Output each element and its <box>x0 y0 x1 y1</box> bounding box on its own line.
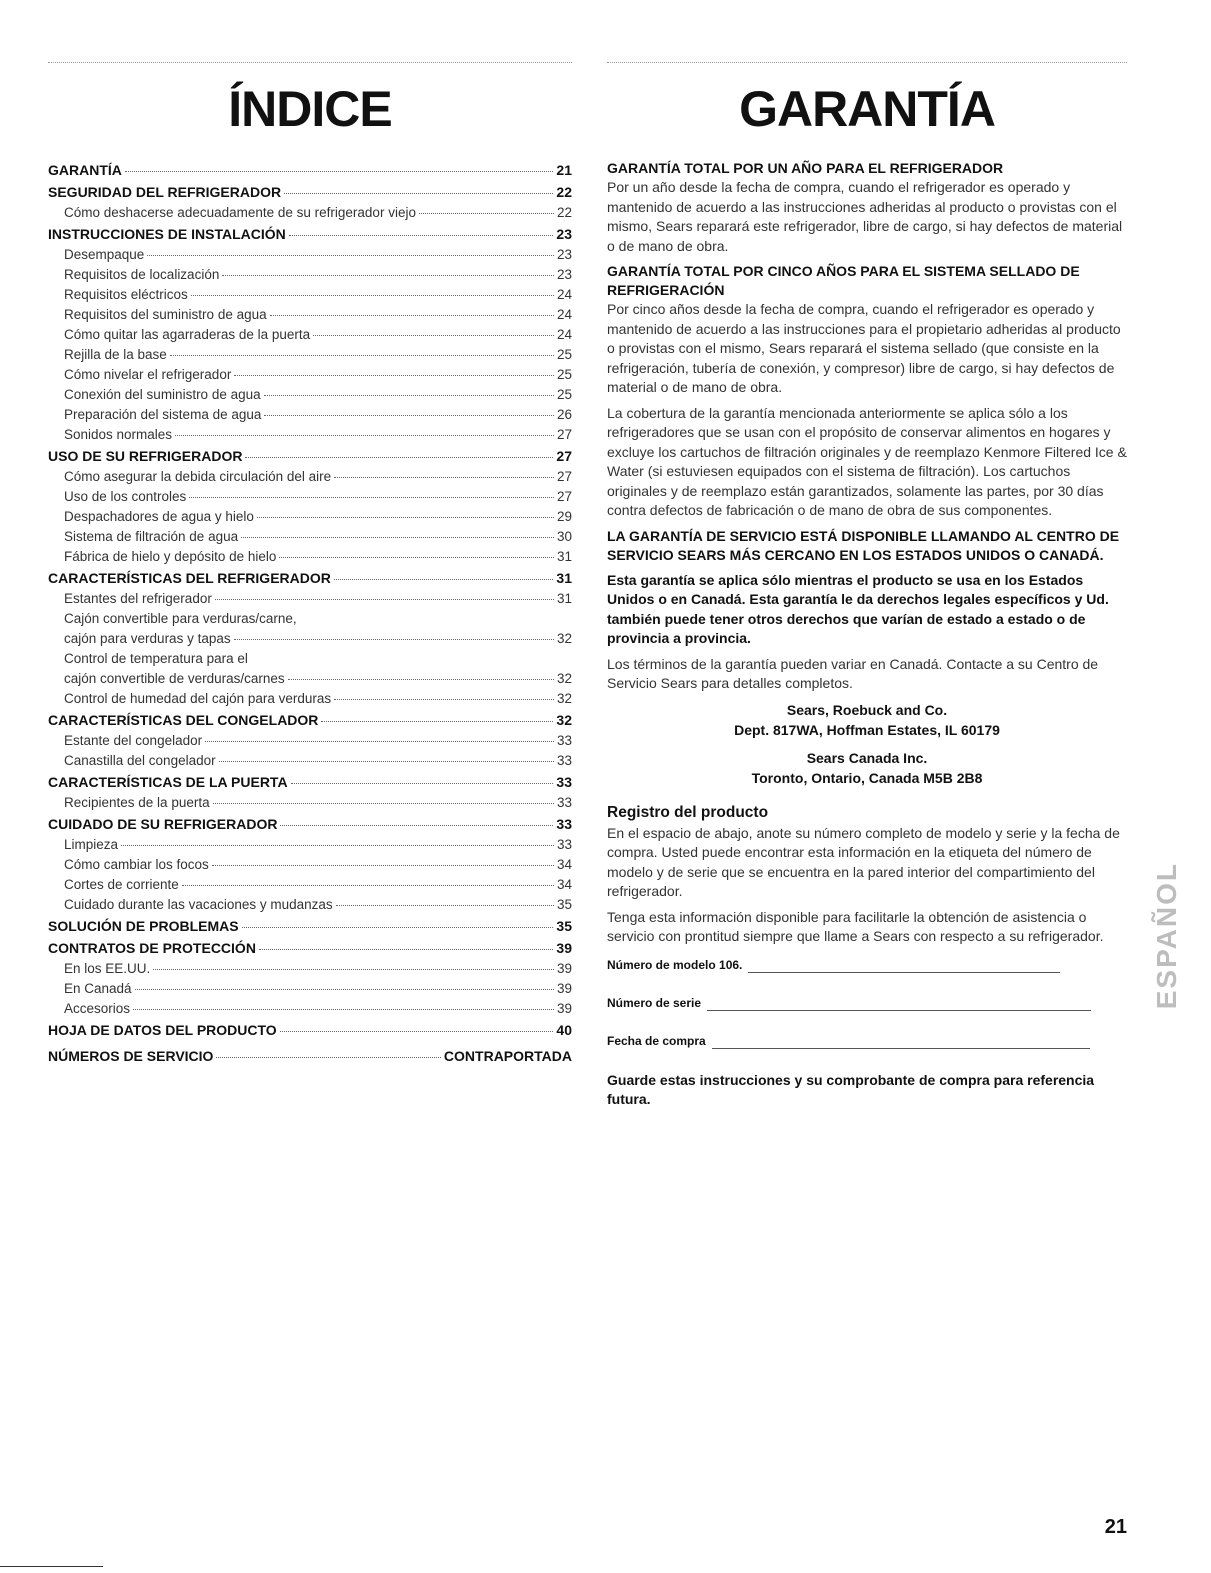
toc-dot-leader <box>213 803 554 804</box>
index-title: ÍNDICE <box>228 81 392 137</box>
toc-entry-label: Uso de los controles <box>64 489 187 504</box>
toc-page-number: 30 <box>556 529 572 544</box>
toc-dot-leader <box>257 517 554 518</box>
toc-section-entry[interactable] <box>48 937 572 959</box>
toc-subentry[interactable] <box>48 751 572 771</box>
language-side-tab <box>1152 816 1182 1056</box>
toc-entry-label: Preparación del sistema de agua <box>64 407 262 422</box>
toc-subentry[interactable] <box>48 305 572 325</box>
toc-dot-leader <box>175 435 554 436</box>
toc-dot-leader <box>216 1057 440 1058</box>
toc-dot-leader <box>170 355 554 356</box>
toc-subentry[interactable] <box>48 793 572 813</box>
registration-title: Registro del producto <box>607 803 769 821</box>
toc-subentry[interactable] <box>48 245 572 265</box>
address-us-line-1: Sears, Roebuck and Co. <box>786 701 948 718</box>
toc-dot-leader <box>121 845 554 846</box>
five-year-text: Por cinco años desde la fecha de compra, cuando el refrigerador es operado y mantenido de acuerdo a las instrucciones para el propietario adheridas al producto o provistas con el mismo, Sears reparará el sistema sellado (que consiste en la refrigeración, tubería de conexión, y compresor) libre de cargo, si hay defectos de material o de mano de obra. <box>607 301 1121 395</box>
toc-dot-leader <box>189 497 554 498</box>
toc-page-number: 34 <box>556 877 572 892</box>
toc-section-entry[interactable] <box>48 567 572 589</box>
toc-page-number: 23 <box>556 226 572 242</box>
toc-page-number: 22 <box>556 184 572 200</box>
toc-subentry[interactable] <box>48 689 572 709</box>
toc-page-number: 22 <box>556 205 572 220</box>
toc-dot-leader <box>215 599 554 600</box>
toc-entry-label: Recipientes de la puerta <box>64 795 210 810</box>
toc-dot-leader <box>191 295 554 296</box>
toc-subentry[interactable] <box>48 507 572 527</box>
toc-dot-leader <box>264 395 554 396</box>
toc-subentry[interactable] <box>48 959 572 979</box>
toc-page-number: 39 <box>556 1001 572 1016</box>
toc-dot-leader <box>182 885 554 886</box>
address-us-line-2: Dept. 817WA, Hoffman Estates, IL 60179 <box>734 721 1000 738</box>
toc-dot-leader <box>270 315 554 316</box>
toc-page-number: 27 <box>556 469 572 484</box>
toc-dot-leader <box>212 865 554 866</box>
page-number: 21 <box>1104 1516 1127 1538</box>
toc-page-number: 35 <box>556 897 572 912</box>
toc-entry-label: SOLUCIÓN DE PROBLEMAS <box>48 918 239 934</box>
five-year-heading: GARANTÍA TOTAL POR CINCO AÑOS PARA EL SISTEMA SELLADO DE REFRIGERACIÓN <box>607 263 1080 298</box>
model-number-label: Número de modelo 106. <box>607 957 743 972</box>
toc-dot-leader <box>153 969 554 970</box>
toc-page-number: 35 <box>556 918 572 934</box>
toc-page-number: 33 <box>556 837 572 852</box>
toc-subentry[interactable] <box>48 855 572 875</box>
toc-page-number: 33 <box>556 774 572 790</box>
toc-subentry[interactable] <box>48 629 572 649</box>
toc-subentry[interactable] <box>48 999 572 1019</box>
toc-subentry[interactable] <box>48 325 572 345</box>
toc-dot-leader <box>147 255 554 256</box>
toc-page-number: 31 <box>556 591 572 606</box>
toc-page-number: 27 <box>556 427 572 442</box>
toc-section-entry[interactable] <box>48 709 572 731</box>
toc-subentry[interactable] <box>48 835 572 855</box>
toc-page-number: 27 <box>556 448 572 464</box>
toc-section-entry[interactable] <box>48 181 572 203</box>
toc-dot-leader <box>334 699 554 700</box>
toc-subentry[interactable] <box>48 467 572 487</box>
toc-page-number: 39 <box>556 940 572 956</box>
toc-subentry[interactable] <box>48 405 572 425</box>
toc-subentry[interactable] <box>48 203 572 223</box>
footer-rule <box>0 1566 103 1567</box>
toc-entry-label: cajón para verduras y tapas <box>64 631 231 646</box>
toc-page-number: 33 <box>556 733 572 748</box>
toc-entry-label: INSTRUCCIONES DE INSTALACIÓN <box>48 226 286 242</box>
address-ca-line-1: Sears Canada Inc. <box>806 749 928 766</box>
toc-page-number: 40 <box>556 1022 572 1038</box>
toc-page-number: 26 <box>556 407 572 422</box>
toc-entry-label: En los EE.UU. <box>64 961 151 976</box>
toc-entry-label: Cómo asegurar la debida circulación del aire <box>64 469 332 484</box>
toc-section-entry[interactable] <box>48 445 572 467</box>
serial-number-field[interactable] <box>607 995 1127 1011</box>
toc-entry-label: Estantes del refrigerador <box>64 591 212 606</box>
top-rule <box>607 62 1127 63</box>
toc-subentry[interactable] <box>48 425 572 445</box>
toc-page-number: CONTRAPORTADA <box>443 1048 572 1064</box>
toc-page-number: 24 <box>556 287 572 302</box>
toc-entry-label: Despachadores de agua y hielo <box>64 509 254 524</box>
toc-page-number: 33 <box>556 795 572 810</box>
toc-entry-label: Control de temperatura para el <box>64 651 248 666</box>
toc-entry-label: En Canadá <box>64 981 132 996</box>
warranty-title: GARANTÍA <box>739 81 995 137</box>
toc-subentry[interactable] <box>48 385 572 405</box>
toc-entry-label: Canastilla del congelador <box>64 753 216 768</box>
toc-entry-label: Rejilla de la base <box>64 347 167 362</box>
toc-dot-leader <box>264 415 554 416</box>
toc-page-number: 24 <box>556 327 572 342</box>
toc-dot-leader <box>284 193 553 194</box>
address-block <box>607 700 1127 788</box>
toc-dot-leader <box>279 557 554 558</box>
toc-entry-label: CARACTERÍSTICAS DEL REFRIGERADOR <box>48 570 331 586</box>
toc-page-number: 23 <box>556 267 572 282</box>
toc-entry-label: Requisitos eléctricos <box>64 287 188 302</box>
canada-text: Los términos de la garantía pueden variar en Canadá. Contacte a su Centro de Servicio Sears para detalles completos. <box>607 655 1099 691</box>
purchase-date-field[interactable] <box>607 1033 1127 1049</box>
toc-subentry[interactable] <box>48 265 572 285</box>
toc-page-number: 33 <box>556 816 572 832</box>
language-side-tab-label: ESPAÑOL <box>1151 862 1182 1010</box>
toc-entry-label: Cómo quitar las agarraderas de la puerta <box>64 327 311 342</box>
toc-dot-leader <box>234 375 554 376</box>
toc-dot-leader <box>334 477 554 478</box>
toc-dot-leader <box>219 761 554 762</box>
toc-subentry[interactable] <box>48 285 572 305</box>
top-rule <box>48 62 572 63</box>
toc-subentry[interactable] <box>48 527 572 547</box>
toc-entry-label: Cuidado durante las vacaciones y mudanzas <box>64 897 333 912</box>
toc-subentry[interactable] <box>48 487 572 507</box>
toc-section-entry[interactable] <box>48 771 572 793</box>
toc-entry-label: Desempaque <box>64 247 145 262</box>
toc-page-number: 32 <box>556 712 572 728</box>
toc-dot-leader <box>222 275 554 276</box>
toc-subentry[interactable] <box>48 731 572 751</box>
toc-page-number: 23 <box>556 247 572 262</box>
toc-subentry[interactable] <box>48 589 572 609</box>
toc-entry-label: Fábrica de hielo y depósito de hielo <box>64 549 277 564</box>
toc-section-entry[interactable] <box>48 813 572 835</box>
toc-dot-leader <box>135 989 554 990</box>
toc-dot-leader <box>321 721 553 722</box>
toc-subentry[interactable] <box>48 875 572 895</box>
toc-entry-label: HOJA DE DATOS DEL PRODUCTO <box>48 1022 277 1038</box>
model-number-line[interactable] <box>748 960 1060 973</box>
toc-entry-label: SEGURIDAD DEL REFRIGERADOR <box>48 184 282 200</box>
toc-subentry[interactable] <box>48 979 572 999</box>
toc-entry-label: Cómo nivelar el refrigerador <box>64 367 232 382</box>
toc-page-number: 27 <box>556 489 572 504</box>
toc-dot-leader <box>205 741 554 742</box>
model-number-field[interactable] <box>607 957 1127 973</box>
toc-dot-leader <box>242 927 554 928</box>
toc-dot-leader <box>133 1009 554 1010</box>
toc-dot-leader <box>334 579 554 580</box>
toc-entry-label: GARANTÍA <box>48 162 122 178</box>
toc-entry-label: Requisitos del suministro de agua <box>64 307 267 322</box>
warranty-column <box>607 62 1127 1110</box>
toc-dot-leader <box>291 783 554 784</box>
toc-entry-label: cajón convertible de verduras/carnes <box>64 671 285 686</box>
toc-page-number: 31 <box>556 570 572 586</box>
serial-number-label: Número de serie <box>607 995 702 1010</box>
toc-entry-label: NÚMEROS DE SERVICIO <box>48 1048 214 1064</box>
toc-page-number: 39 <box>556 961 572 976</box>
toc-entry-label: Sonidos normales <box>64 427 173 442</box>
toc-section-entry[interactable] <box>48 159 572 181</box>
toc-dot-leader <box>234 639 554 640</box>
toc-page-number: 34 <box>556 857 572 872</box>
registration-text-1: En el espacio de abajo, anote su número completo de modelo y serie y la fecha de compra. Usted puede encontrar esta información en la etiqueta del número de modelo y de serie que se encuentra en la pared interior del compartimiento del refrigerador. <box>607 824 1120 899</box>
serial-number-line[interactable] <box>707 998 1091 1011</box>
toc-subentry[interactable] <box>48 609 572 629</box>
toc-page-number: 32 <box>556 691 572 706</box>
toc-entry-label: Limpieza <box>64 837 119 852</box>
toc-page-number: 39 <box>556 981 572 996</box>
address-ca-line-2: Toronto, Ontario, Canada M5B 2B8 <box>751 769 983 786</box>
toc-subentry[interactable] <box>48 649 572 669</box>
toc-page-number: 24 <box>556 307 572 322</box>
toc-page-number: 21 <box>556 162 572 178</box>
toc-entry-label: Accesorios <box>64 1001 131 1016</box>
toc-dot-leader <box>288 679 554 680</box>
toc-dot-leader <box>280 1031 554 1032</box>
toc-dot-leader <box>336 905 554 906</box>
toc-dot-leader <box>280 825 553 826</box>
purchase-date-label: Fecha de compra <box>607 1033 706 1048</box>
toc-entry-label: Cómo cambiar los focos <box>64 857 209 872</box>
toc-subentry[interactable] <box>48 365 572 385</box>
toc-section-entry[interactable] <box>48 1019 572 1041</box>
toc-page-number: 29 <box>556 509 572 524</box>
toc-page-number: 25 <box>556 367 572 382</box>
toc-page-number: 33 <box>556 753 572 768</box>
toc-entry-label: CONTRATOS DE PROTECCIÓN <box>48 940 256 956</box>
toc-entry-label: Conexión del suministro de agua <box>64 387 261 402</box>
toc-entry-label: Cómo deshacerse adecuadamente de su refrigerador viejo <box>64 205 416 220</box>
toc-entry-label: Estante del congelador <box>64 733 203 748</box>
toc-section-entry[interactable] <box>48 1045 572 1067</box>
toc-entry-label: CARACTERÍSTICAS DEL CONGELADOR <box>48 712 319 728</box>
toc-page-number: 32 <box>556 631 572 646</box>
toc-dot-leader <box>419 213 554 214</box>
toc-entry-label: USO DE SU REFRIGERADOR <box>48 448 243 464</box>
toc-page-number: 25 <box>556 347 572 362</box>
index-column <box>48 62 572 1067</box>
toc-dot-leader <box>289 235 554 236</box>
registration-text-2: Tenga esta información disponible para facilitarle la obtención de asistencia o servicio con prontitud siempre que llame a Sears con respecto a su refrigerador. <box>607 908 1104 944</box>
toc-page-number: 32 <box>556 671 572 686</box>
toc-subentry[interactable] <box>48 547 572 567</box>
toc-page-number: 31 <box>556 549 572 564</box>
service-heading: LA GARANTÍA DE SERVICIO ESTÁ DISPONIBLE LLAMANDO AL CENTRO DE SERVICIO SEARS MÁS CERCANO EN LOS ESTADOS UNIDOS O CANADÁ. <box>607 527 1120 563</box>
toc-dot-leader <box>313 335 554 336</box>
one-year-text: Por un año desde la fecha de compra, cuando el refrigerador es operado y mantenido de acuerdo a las instrucciones adheridas al producto o provistas con el mismo, Sears reparará este refrigerador, libre de cargo, si hay defectos de material o de mano de obra. <box>607 179 1123 254</box>
toc-page-number: 25 <box>556 387 572 402</box>
toc-entry-label: Control de humedad del cajón para verduras <box>64 691 332 706</box>
toc-entry-label: Sistema de filtración de agua <box>64 529 239 544</box>
purchase-date-line[interactable] <box>712 1036 1090 1049</box>
applies-text: Esta garantía se aplica sólo mientras el producto se usa en los Estados Unidos o en Canadá. Esta garantía le da derechos legales específicos y Ud. también puede tener otros derechos que varían de estado a estado o de provincia a provincia. <box>607 571 1109 646</box>
toc-section-entry[interactable] <box>48 915 572 937</box>
toc-entry-label: Cajón convertible para verduras/carne, <box>64 611 297 626</box>
toc-dot-leader <box>259 949 553 950</box>
toc-dot-leader <box>125 171 554 172</box>
toc-dot-leader <box>241 537 554 538</box>
toc-entry-label: CARACTERÍSTICAS DE LA PUERTA <box>48 774 288 790</box>
toc-section-entry[interactable] <box>48 223 572 245</box>
toc-entry-label: Cortes de corriente <box>64 877 179 892</box>
table-of-contents <box>48 159 572 1067</box>
save-instructions-text: Guarde estas instrucciones y su comprobante de compra para referencia futura. <box>607 1071 1095 1107</box>
toc-subentry[interactable] <box>48 345 572 365</box>
toc-entry-label: Requisitos de localización <box>64 267 220 282</box>
coverage-text: La cobertura de la garantía mencionada anteriormente se aplica sólo a los refrigeradores que se usan con el propósito de conservar alimentos en hogares y excluye los cartuchos de filtración originales y de reemplazo Kenmore Filtered Ice & Water (si estuviesen equipados con el sistema de filtración). Los cartuchos originales y de reemplazo están garantizados, solamente las partes, por 30 días contra defectos de fabricación o de mano de obra de sus componentes. <box>607 404 1127 518</box>
toc-dot-leader <box>245 457 553 458</box>
toc-subentry[interactable] <box>48 669 572 689</box>
one-year-heading: GARANTÍA TOTAL POR UN AÑO PARA EL REFRIGERADOR <box>607 160 1004 176</box>
toc-entry-label: CUIDADO DE SU REFRIGERADOR <box>48 816 278 832</box>
toc-subentry[interactable] <box>48 895 572 915</box>
